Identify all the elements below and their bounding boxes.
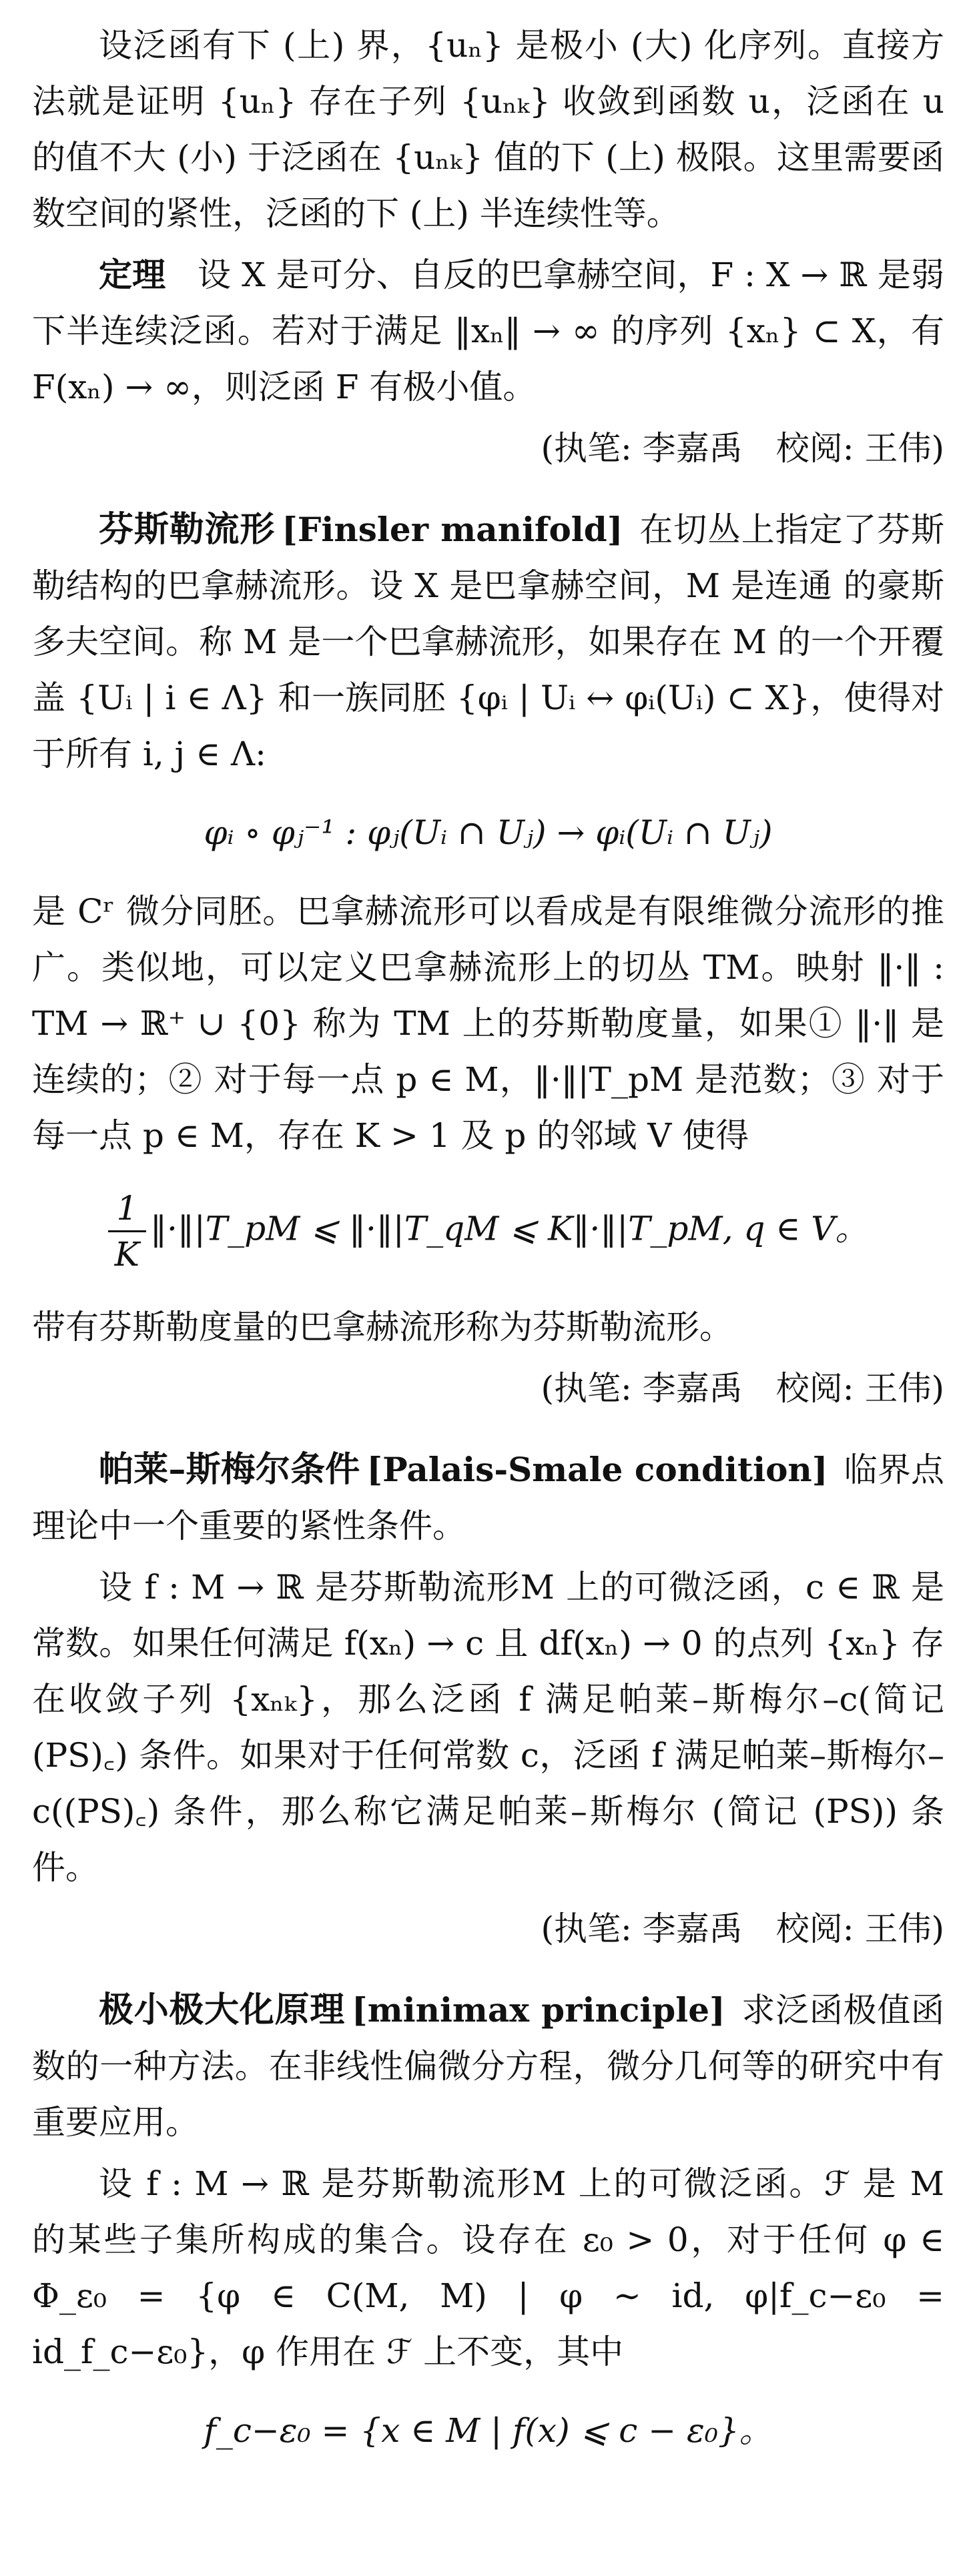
theorem-paragraph [32, 247, 944, 415]
finsler-body: 是 Cʳ 微分同胚。巴拿赫流形可以看成是有限维微分流形的推广。类似地，可以定义巴拿赫流形上的切丛 TM。映射 ‖·‖ : TM → ℝ⁺ ∪ {0} 称为 TM 上的芬斯勒度量，如果① ‖·‖ 是连续的；② 对于每一点 p ∈ M，‖·‖|T_pM 是范数；③ 对于每一点 p ∈ M，存在 K > 1 及 p 的邻域 V 使得 [32, 892, 944, 1155]
transition-map-equation: φᵢ ∘ φⱼ⁻¹ : φⱼ(Uᵢ ∩ Uⱼ) → φᵢ(Uᵢ ∩ Uⱼ) [204, 813, 773, 852]
palais-smale-body: 设 f : M → ℝ 是芬斯勒流形M 上的可微泛函，c ∈ ℝ 是常数。如果任何满足 f(xₙ) → c 且 df(xₙ) → 0 的点列 {xₙ} 存在收敛子列 {xₙₖ}，那么泛函 f 满足帕莱–斯梅尔–c(简记 (PS)꜀) 条件。如果对于任何常数 c，泛函 f 满足帕莱–斯梅尔–c((PS)꜀) 条件，那么称它满足帕莱–斯梅尔 (简记 (PS)) 条件。 [32, 1568, 944, 1887]
fraction-denominator: K [114, 1235, 140, 1274]
entry-term: 帕莱–斯梅尔条件 [99, 1449, 360, 1490]
entry-definition: 求泛函极值函数的一种方法。在非线性偏微分方程，微分几何等的研究中有重要应用。 [32, 1991, 944, 2142]
entry-english-term: [Finsler manifold] [282, 510, 623, 549]
equation-rest: ‖·‖|T_pM ⩽ ‖·‖|T_qM ⩽ K‖·‖|T_pM, q ∈ V。 [150, 1209, 869, 1248]
entry-english-term: [minimax principle] [352, 1990, 725, 2030]
minimax-body: 设 f : M → ℝ 是芬斯勒流形M 上的可微泛函。ℱ 是 M 的某些子集所构成的集合。设存在 ε₀ > 0，对于任何 φ ∈ Φ_ε₀ = {φ ∈ C(M, M) | φ ∼ id, φ|f_c−ε₀ = id_f_c−ε₀}，φ 作用在 ℱ 上不变，其中 [32, 2164, 944, 2371]
finsler-manifold-entry [32, 502, 944, 1416]
credit-line [32, 420, 944, 476]
credit-line [32, 1360, 944, 1416]
entry-term: 极小极大化原理 [99, 1990, 346, 2030]
fraction-numerator: 1 [108, 1186, 146, 1232]
sublevel-set-equation: f_c−ε₀ = {x ∈ M | f(x) ⩽ c − ε₀}。 [204, 2411, 773, 2450]
reviewer-credit: 校阅: 王伟) [775, 1909, 944, 1948]
credit-line [32, 1901, 944, 1957]
minimax-principle-entry [32, 1982, 944, 2459]
reviewer-credit: 校阅: 王伟) [775, 429, 944, 468]
author-credit: (执笔: 李嘉禹 [541, 429, 743, 468]
author-credit: (执笔: 李嘉禹 [541, 1909, 743, 1948]
palais-smale-entry [32, 1442, 944, 1957]
entry-english-term: [Palais-Smale condition] [366, 1450, 828, 1489]
palais-smale-intro [32, 1442, 944, 1554]
entry-definition: 临界点理论中一个重要的紧性条件。 [32, 1450, 945, 1545]
direct-method-paragraph: 设泛函有下 (上) 界，{uₙ} 是极小 (大) 化序列。直接方法就是证明 {uₙ} 存在子列 {uₙₖ} 收敛到函数 u，泛函在 u 的值不大 (小) 于泛函在 {uₙₖ} 值的下 (上) 极限。这里需要函数空间的紧性，泛函的下 (上) 半连续性等。 [32, 26, 944, 233]
reviewer-credit: 校阅: 王伟) [775, 1369, 944, 1408]
norm-equivalence-equation [32, 1186, 944, 1276]
direct-method-section [32, 17, 944, 476]
finsler-intro [32, 502, 944, 782]
entry-term: 芬斯勒流形 [99, 509, 276, 550]
entry-definition: 在切丛上指定了芬斯勒结构的巴拿赫流形。设 X 是巴拿赫空间，M 是连通 的豪斯多夫空间。称 M 是一个巴拿赫流形，如果存在 M 的一个开覆盖 {Uᵢ | i ∈ Λ} 和一族同胚 {φᵢ | Uᵢ ↔ φᵢ(Uᵢ) ⊂ X}，使得对于所有 i, j ∈ Λ: [32, 510, 944, 773]
theorem-label: 定理 [99, 255, 166, 294]
author-credit: (执笔: 李嘉禹 [541, 1369, 743, 1408]
minimax-intro [32, 1982, 944, 2150]
finsler-conclusion: 带有芬斯勒度量的巴拿赫流形称为芬斯勒流形。 [32, 1308, 733, 1346]
fraction [108, 1186, 146, 1276]
theorem-text: 设 X 是可分、自反的巴拿赫空间，F : X → ℝ 是弱下半连续泛函。若对于满足 ‖xₙ‖ → ∞ 的序列 {xₙ} ⊂ X，有 F(xₙ) → ∞，则泛函 F 有极小值。 [32, 256, 944, 406]
